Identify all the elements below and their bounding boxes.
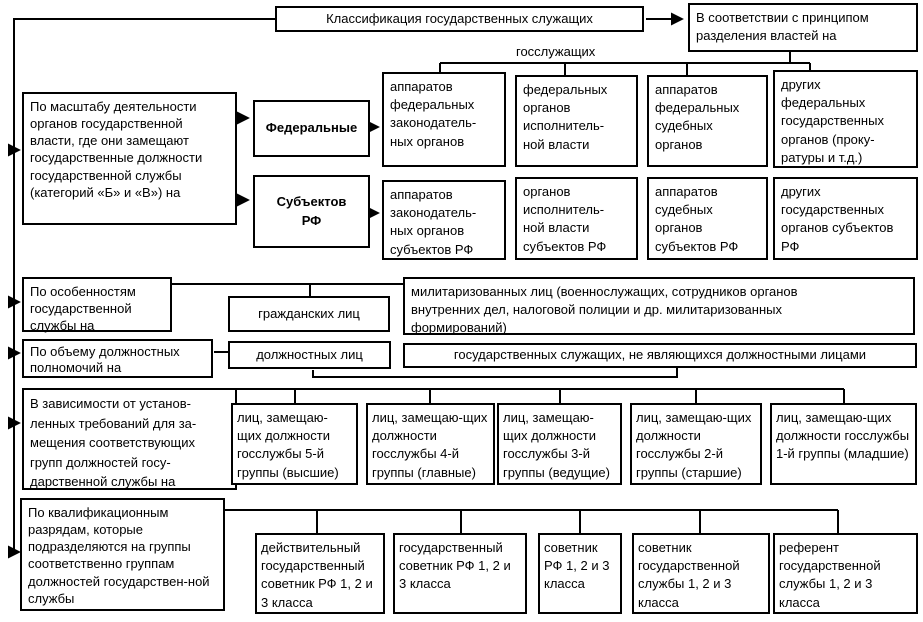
criterion-requirements: В зависимости от установ-ленных требований для за-мещения соответствующих групп должностей госу-дарственной службы на — [22, 388, 237, 490]
position-groups-branch — [237, 389, 844, 404]
federal-body-1: федеральных органов исполнитель-ной власти — [515, 75, 638, 167]
position-group-4: лиц, замещаю-щих должности госслужбы 4-й группы (главные) — [366, 403, 495, 485]
federal-body-3: других федеральных государственных органов (проку-ратуры и т.д.) — [773, 70, 918, 168]
rank-2: советник РФ 1, 2 и 3 класса — [538, 533, 622, 614]
federal-body-2: аппаратов федеральных судебных органов — [647, 75, 768, 167]
criterion-features: По особенностям государственной службы на — [22, 277, 172, 332]
criterion-scale: По масштабу деятельности органов государственной власти, где они замещают государственные должности государственной службы (категорий «Б» и «В») на — [22, 92, 237, 225]
level-federal: Федеральные — [253, 100, 370, 157]
type-civil: гражданских лиц — [228, 296, 390, 332]
rank-3: советник государственной службы 1, 2 и 3 класса — [632, 533, 770, 614]
type-militarized: милитаризованных лиц (военнослужащих, сотрудников органов внутренних дел, налоговой полиции и др. милитаризованных формирований) — [403, 277, 915, 335]
branch-label: госслужащих — [516, 44, 596, 59]
rank-1: государственный советник РФ 1, 2 и 3 класса — [393, 533, 527, 614]
qualification-ranks-branch — [224, 510, 838, 534]
type-officials: должностных лиц — [228, 341, 391, 369]
position-group-5: лиц, замещаю-щих должности госслужбы 5-й группы (высшие) — [231, 403, 358, 485]
subject-body-2: аппаратов судебных органов субъектов РФ — [647, 177, 768, 260]
position-group-2: лиц, замещаю-щих должности госслужбы 2-й группы (старшие) — [630, 403, 762, 485]
criterion-qualification: По квалификационным разрядам, которые подразделяются на группы соответственно группам должностей государствен-ной службы — [20, 498, 225, 611]
position-group-3: лиц, замещаю-щих должности госслужбы 3-й группы (ведущие) — [497, 403, 622, 485]
position-group-1: лиц, замещаю-щих должности госслужбы 1-й группы (младшие) — [770, 403, 917, 485]
federal-body-0: аппаратов федеральных законодатель-ных органов — [382, 72, 506, 167]
subject-body-0: аппаратов законодатель-ных органов субъектов РФ — [382, 180, 506, 260]
subject-body-3: других государственных органов субъектов РФ — [773, 177, 918, 260]
diagram-title: Классификация государственных служащих — [275, 6, 644, 32]
level-subjects: Субъектов РФ — [253, 175, 370, 248]
type-non-officials: государственных служащих, не являющихся должностными лицами — [403, 343, 917, 368]
subject-body-1: органов исполнитель-ной власти субъектов РФ — [515, 177, 638, 260]
principle-box: В соответствии с принципом разделения властей на — [688, 3, 918, 52]
rank-4: референт государственной службы 1, 2 и 3 класса — [773, 533, 918, 614]
rank-0: действительный государственный советник РФ 1, 2 и 3 класса — [255, 533, 385, 614]
criterion-scope: По объему должностных полномочий на — [22, 339, 213, 378]
